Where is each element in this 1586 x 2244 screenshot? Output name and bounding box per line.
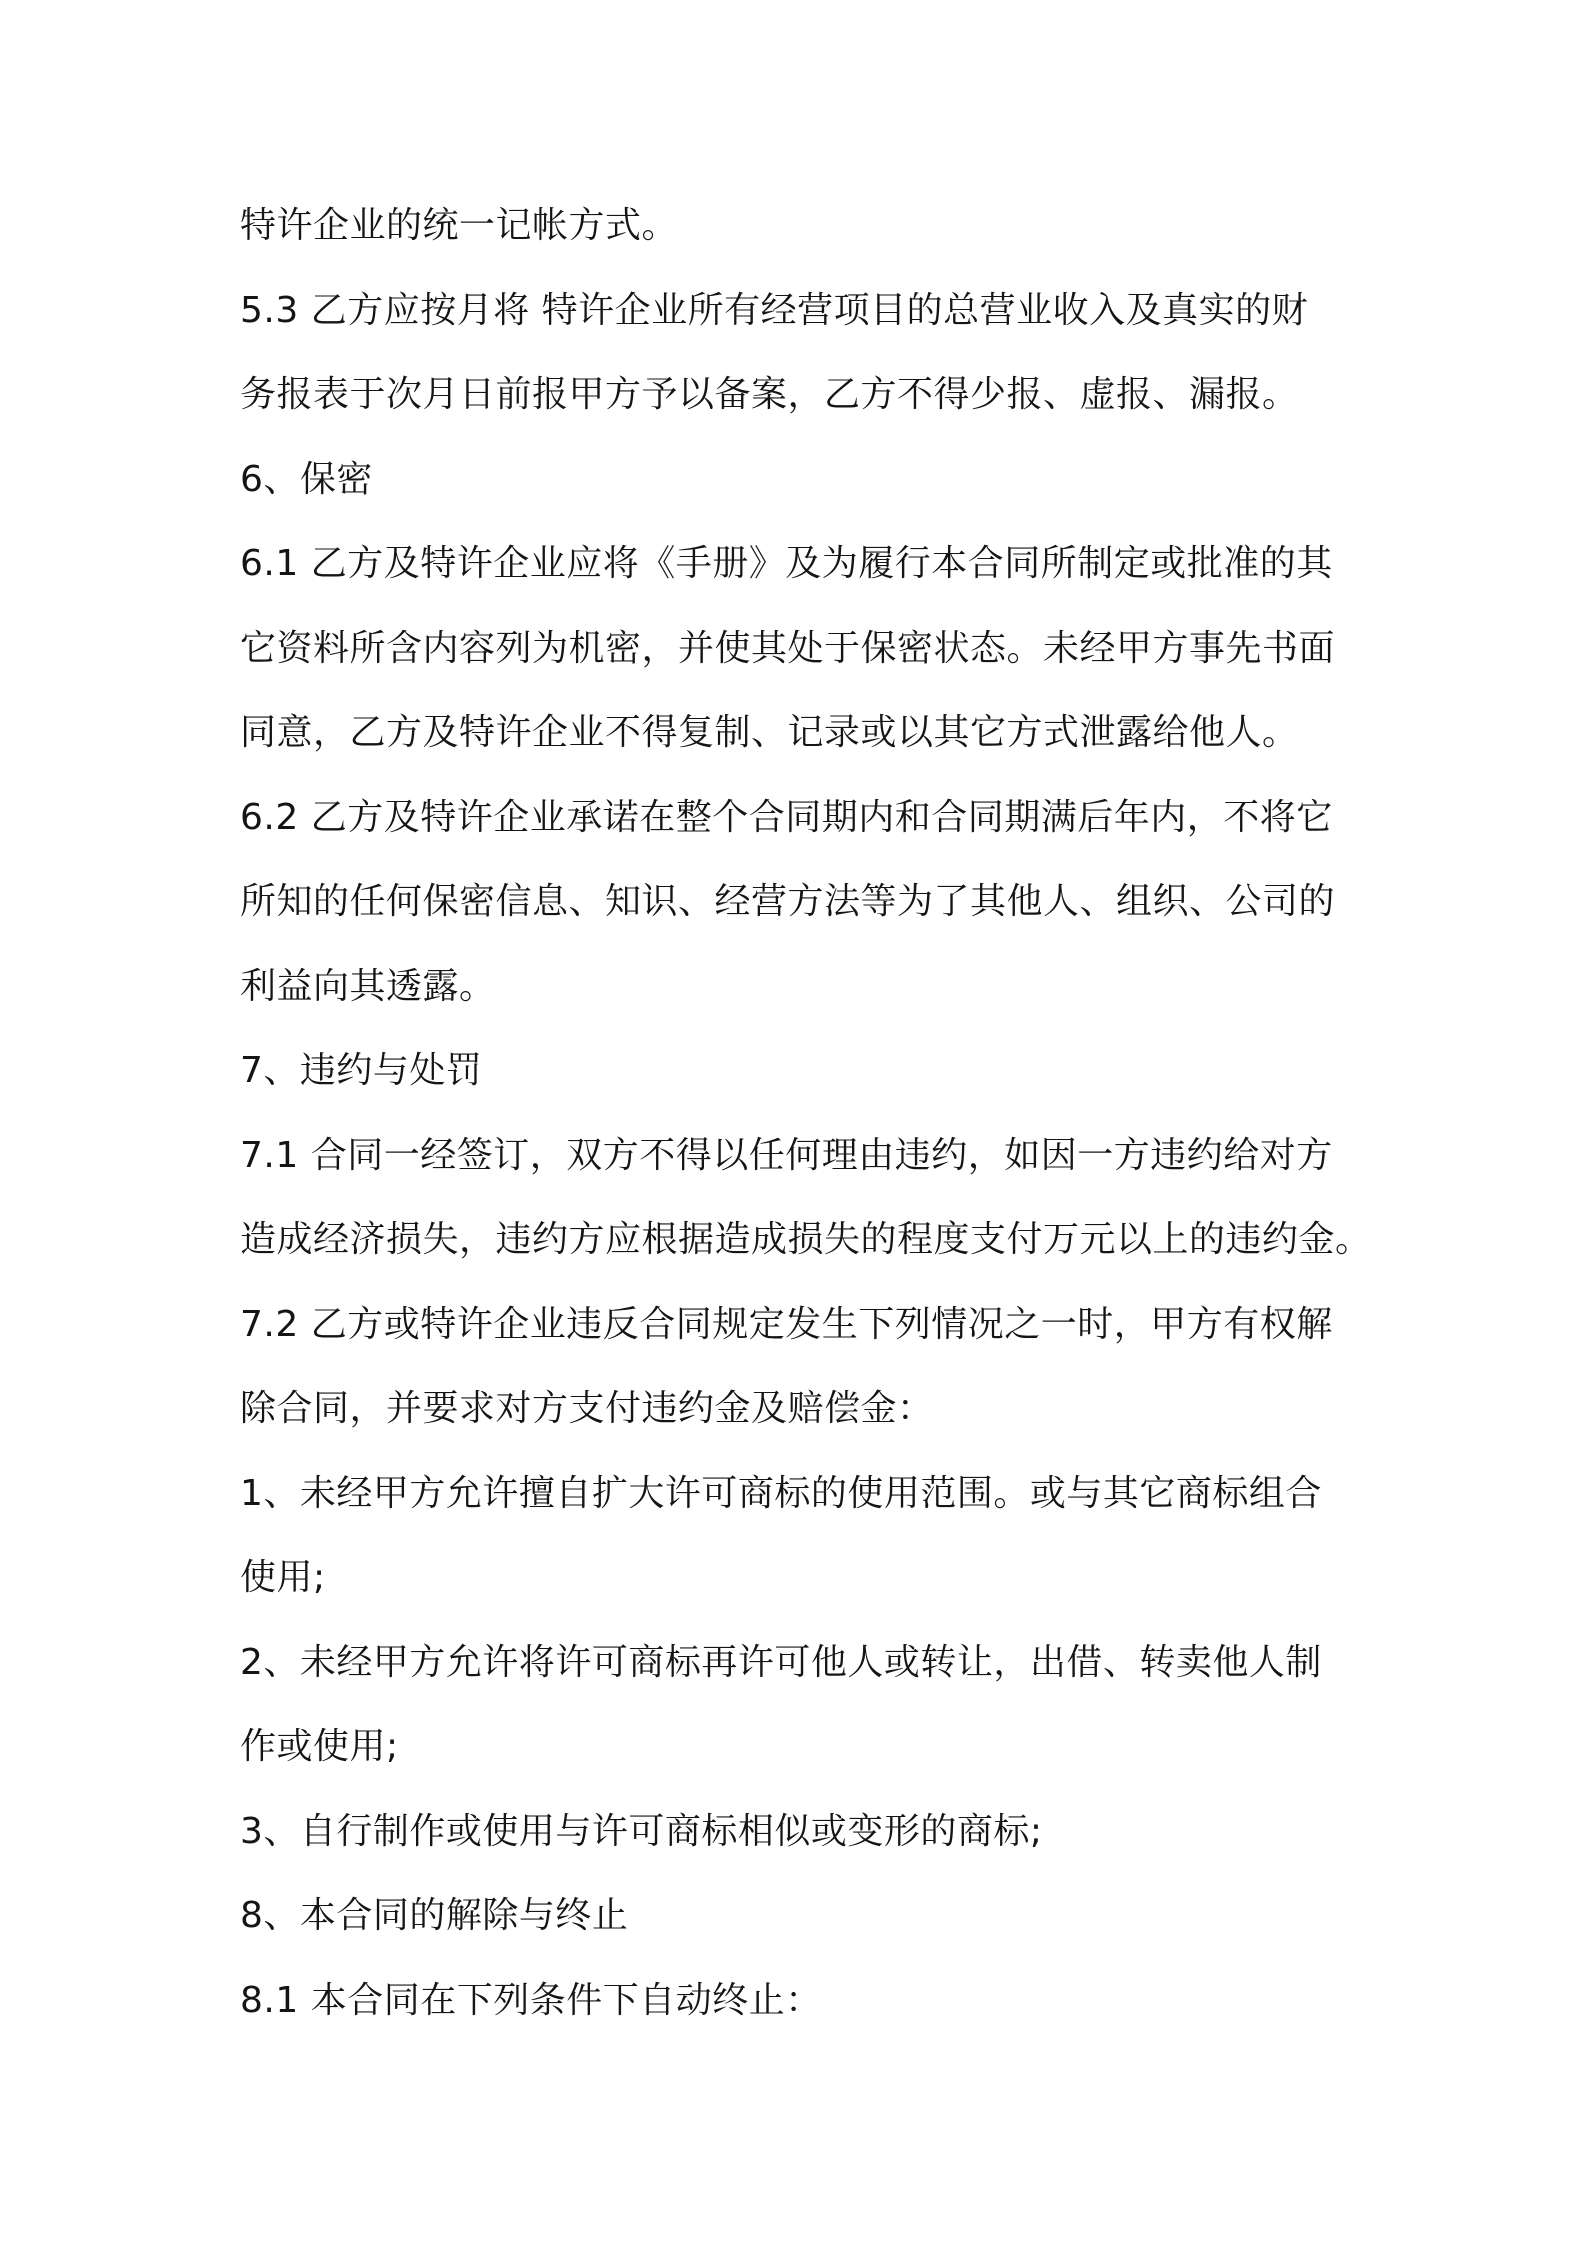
clause-8-1: 8.1 本合同在下列条件下自动终止： bbox=[240, 1979, 822, 2021]
clause-5-3-line-1: 5.3 乙方应按月将 特许企业所有经营项目的总营业收入及真实的财 bbox=[240, 289, 1309, 331]
clause-6-1-line-2: 它资料所含内容列为机密，并使其处于保密状态。未经甲方事先书面 bbox=[240, 627, 1336, 669]
clause-7-2-line-1: 7.2 乙方或特许企业违反合同规定发生下列情况之一时，甲方有权解 bbox=[240, 1303, 1333, 1345]
section-8-heading: 8、本合同的解除与终止 bbox=[240, 1895, 629, 1936]
clause-6-1-line-1: 6.1 乙方及特许企业应将《手册》及为履行本合同所制定或批准的其 bbox=[240, 543, 1333, 584]
list-item-2-line-2: 作或使用; bbox=[240, 1726, 399, 1767]
clause-6-2-line-1: 6.2 乙方及特许企业承诺在整个合同期内和合同期满后年内，不将它 bbox=[240, 796, 1333, 838]
clause-5-3-line-2: 务报表于次月日前报甲方予以备案，乙方不得少报、虚报、漏报。 bbox=[240, 374, 1299, 415]
section-6-heading: 6、保密 bbox=[240, 458, 373, 500]
list-item-1-line-2: 使用; bbox=[240, 1557, 326, 1598]
clause-7-1-line-2: 造成经济损失，违约方应根据造成损失的程度支付万元以上的违约金。 bbox=[240, 1219, 1372, 1260]
clause-7-1-line-1: 7.1 合同一经签订，双方不得以任何理由违约，如因一方违约给对方 bbox=[240, 1134, 1333, 1176]
clause-6-1-line-3: 同意，乙方及特许企业不得复制、记录或以其它方式泄露给他人。 bbox=[240, 712, 1299, 753]
section-7-heading: 7、违约与处罚 bbox=[240, 1050, 483, 1091]
list-item-1-line-1: 1、未经甲方允许擅自扩大许可商标的使用范围。或与其它商标组合 bbox=[240, 1472, 1322, 1514]
text-line: 特许企业的统一记帐方式。 bbox=[240, 205, 679, 246]
clause-7-2-line-2: 除合同，并要求对方支付违约金及赔偿金： bbox=[240, 1388, 934, 1429]
list-item-3: 3、自行制作或使用与许可商标相似或变形的商标; bbox=[240, 1810, 1043, 1852]
clause-6-2-line-3: 利益向其透露。 bbox=[240, 965, 496, 1007]
document-body bbox=[240, 196, 1370, 2055]
list-item-2-line-1: 2、未经甲方允许将许可商标再许可他人或转让，出借、转卖他人制 bbox=[240, 1641, 1322, 1683]
clause-6-2-line-2: 所知的任何保密信息、知识、经营方法等为了其他人、组织、公司的 bbox=[240, 881, 1336, 922]
